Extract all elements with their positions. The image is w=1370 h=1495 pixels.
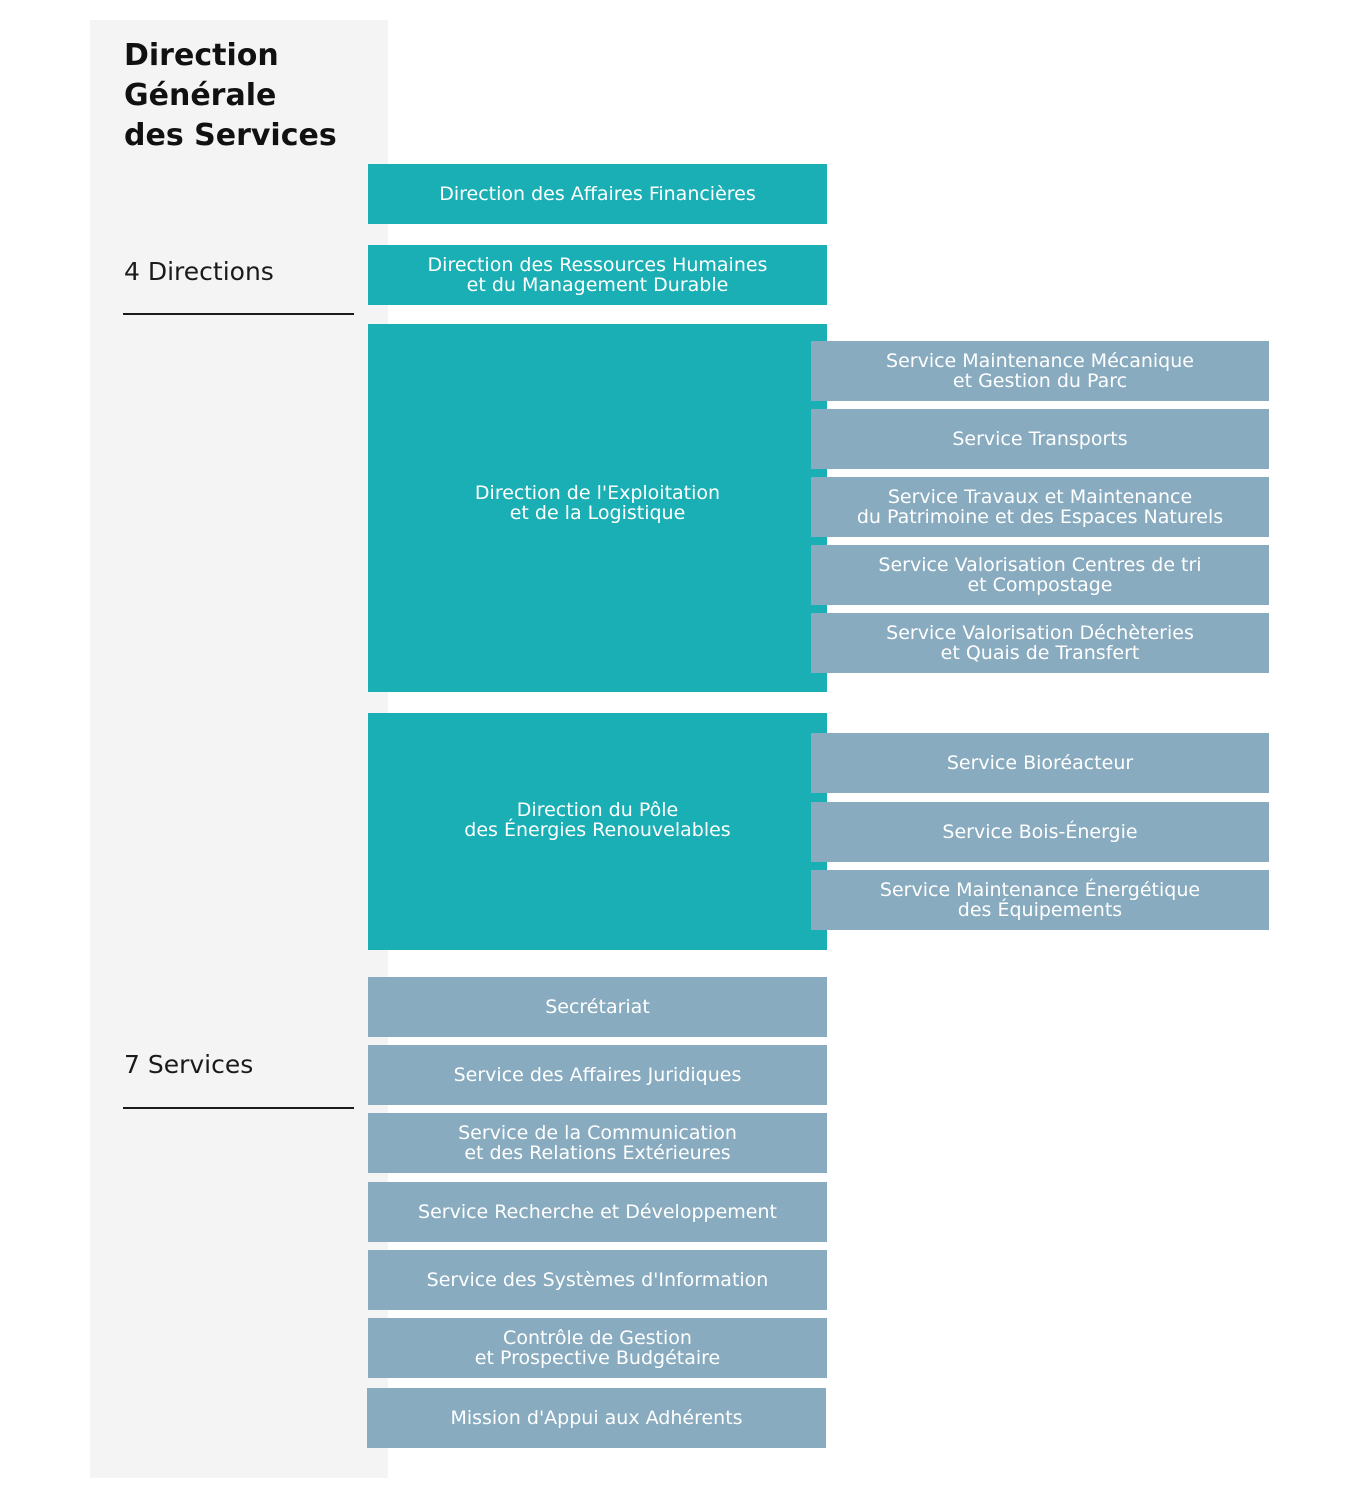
services-count-label: 7 Services bbox=[124, 1050, 254, 1079]
service-box-appui-adherents: Mission d'Appui aux Adhérents bbox=[367, 1388, 826, 1448]
service-box-maintenance-mecanique: Service Maintenance Mécanique et Gestion du Parc bbox=[811, 341, 1269, 401]
service-box-centres-tri: Service Valorisation Centres de tri et Compostage bbox=[811, 545, 1269, 605]
chart-title: Direction Générale des Services bbox=[124, 38, 337, 153]
service-box-secretariat: Secrétariat bbox=[368, 977, 827, 1037]
directions-divider bbox=[123, 313, 354, 315]
service-box-controle-gestion: Contrôle de Gestion et Prospective Budgétaire bbox=[368, 1318, 827, 1378]
sidebar-panel bbox=[90, 20, 388, 1478]
direction-box-affaires-financieres: Direction des Affaires Financières bbox=[368, 164, 827, 224]
service-box-decheteries: Service Valorisation Déchèteries et Quais de Transfert bbox=[811, 613, 1269, 673]
service-box-maintenance-energetique: Service Maintenance Énergétique des Équipements bbox=[811, 870, 1269, 930]
service-box-communication: Service de la Communication et des Relations Extérieures bbox=[368, 1113, 827, 1173]
service-box-travaux-maintenance: Service Travaux et Maintenance du Patrimoine et des Espaces Naturels bbox=[811, 477, 1269, 537]
direction-box-ressources-humaines: Direction des Ressources Humaines et du Management Durable bbox=[368, 245, 827, 305]
service-box-bioreacteur: Service Bioréacteur bbox=[811, 733, 1269, 793]
service-box-recherche-developpement: Service Recherche et Développement bbox=[368, 1182, 827, 1242]
service-box-bois-energie: Service Bois-Énergie bbox=[811, 802, 1269, 862]
direction-box-exploitation-logistique: Direction de l'Exploitation et de la Logistique bbox=[368, 324, 827, 692]
directions-count-label: 4 Directions bbox=[124, 257, 274, 286]
service-box-affaires-juridiques: Service des Affaires Juridiques bbox=[368, 1045, 827, 1105]
service-box-systemes-information: Service des Systèmes d'Information bbox=[368, 1250, 827, 1310]
service-box-transports: Service Transports bbox=[811, 409, 1269, 469]
direction-box-pole-energies: Direction du Pôle des Énergies Renouvelables bbox=[368, 713, 827, 950]
services-divider bbox=[123, 1107, 354, 1109]
